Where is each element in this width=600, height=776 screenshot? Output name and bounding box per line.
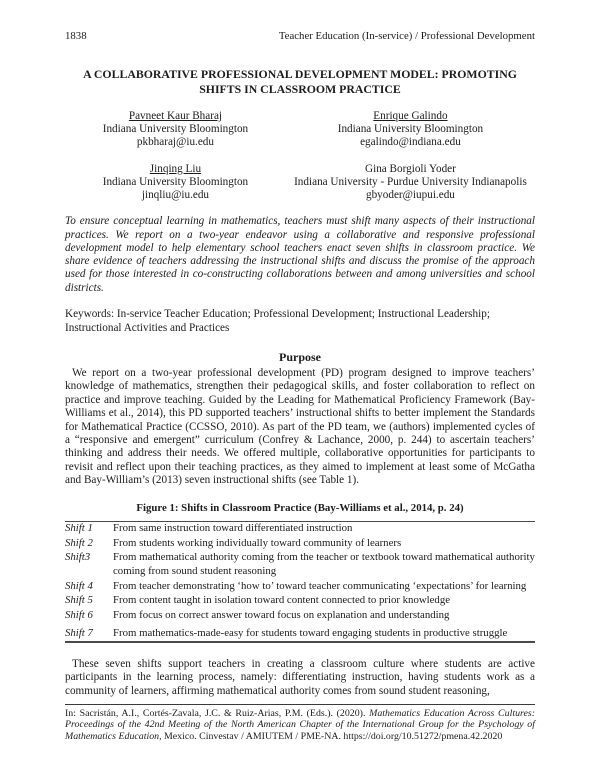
abstract-paragraph: To ensure conceptual learning in mathematics, teachers must shift many aspects of their instructional practices. We report on a two-year endeavor using a collaborative and responsive professional development model to help elementary school teachers enact seven shifts in classroom practice. We share evidence of teachers addressing the instructional shifts and discuss the promise of the approach used for those interested in co-constructing collaborations between and among universities and school districts. — [65, 215, 535, 294]
table-row — [65, 623, 535, 642]
closing-paragraph: These seven shifts support teachers in creating a classroom culture where students are active participants in the learning process, namely: differentiating instruction, having students work as a community of learners, affirming mathematical authority comes from sound student reasoning, — [65, 657, 535, 697]
citation-proceedings-title: Mathematics Education Across Cultures: Proceedings of the 42nd Meeting of the North American Chapter of the International Group for the Psychology of Mathematics Education — [65, 708, 535, 742]
table-row — [65, 594, 535, 609]
author-name: Gina Borgioli Yoder — [365, 162, 456, 175]
author-email: gbyoder@iupui.edu — [365, 189, 455, 202]
author-affiliation: Indiana University - Purdue University Indianapolis — [294, 175, 527, 188]
shift-label: Shift3 — [65, 551, 91, 564]
paper-title-line1: A COLLABORATIVE PROFESSIONAL DEVELOPMENT MODEL: PROMOTING — [83, 67, 517, 81]
shift-description: From teacher demonstrating ‘how to’ toward teacher communicating ‘expectations’ for learning — [113, 579, 527, 592]
shift-description: From content taught in isolation toward content connected to prior knowledge — [113, 594, 451, 607]
shift-label: Shift 4 — [65, 579, 93, 592]
author-name: Jinqing Liu — [149, 162, 202, 175]
author-name: Enrique Galindo — [373, 110, 448, 122]
author-affiliation: Indiana University Bloomington — [337, 123, 484, 136]
shift-description: From mathematical authority coming from the teacher or textbook toward mathematical authority coming from sound student reasoning — [113, 551, 535, 577]
shift-description: From students working individually toward community of learners — [113, 536, 402, 549]
page-header — [65, 30, 535, 43]
author-block — [65, 110, 286, 150]
table-row — [65, 579, 535, 594]
table-row — [65, 551, 535, 579]
paper-title — [65, 67, 535, 97]
shift-label: Shift 5 — [65, 594, 93, 607]
authors-grid — [65, 110, 535, 202]
keywords-line: Keywords: In-service Teacher Education; Professional Development; Instructional Leadership; Instructional Activities and Practices — [65, 308, 490, 334]
shift-label: Shift 1 — [65, 522, 93, 535]
paper-title-line2: SHIFTS IN CLASSROOM PRACTICE — [199, 82, 401, 96]
shift-description: From focus on correct answer toward focus on explanation and understanding — [113, 608, 450, 621]
shift-label: Shift 6 — [65, 608, 93, 621]
purpose-paragraph: We report on a two-year professional development (PD) program designed to improve teachers’ knowledge of mathematics, strengthen their pedagogical skills, and foster collaboration to reflect on practice and improve teaching. Guided by the Leading for Mathematical Proficiency Framework (Bay-Williams et al., 2014), this PD supported teachers’ instructional shifts to better implement the Standards for Mathematical Practice (CCSSO, 2010). As part of the PD team, we (authors) implemented cycles of a “responsive and emergent” curriculum (Confrey & Lachance, 2000, p. 244) to ascertain teachers’ thinking and address their needs. We offered multiple, collaborative opportunities for participants to revisit and reflect upon their teaching practices, as they aimed to implement at least some of McGatha and Bay-William’s (2013) seven instructional shifts (see Table 1). — [65, 367, 535, 487]
author-block — [286, 110, 535, 150]
shift-description: From same instruction toward differentiated instruction — [113, 522, 353, 535]
citation-footer — [65, 704, 535, 742]
author-affiliation: Indiana University Bloomington — [102, 175, 249, 188]
author-block — [286, 163, 535, 203]
author-email: egalindo@indiana.edu — [360, 136, 461, 149]
citation-prefix: In: Sacristán, A.I., Cortés-Zavala, J.C. & Ruiz-Arias, P.M. (Eds.). (2020). — [65, 708, 370, 719]
page-number: 1838 — [65, 30, 87, 42]
table-row — [65, 521, 535, 536]
running-head: Teacher Education (In-service) / Professional Development — [278, 30, 535, 42]
shift-description: From mathematics-made-easy for students toward engaging students in productive struggle — [113, 626, 508, 639]
table-row — [65, 536, 535, 551]
author-affiliation: Indiana University Bloomington — [102, 123, 249, 136]
author-name: Pavneet Kaur Bharaj — [128, 110, 223, 122]
citation-suffix: , Mexico. Cinvestav / AMIUTEM / PME-NA. https://doi.org/10.51272/pmena.42.2020 — [159, 730, 503, 742]
table-row — [65, 608, 535, 623]
author-block — [65, 163, 286, 203]
shifts-table — [65, 521, 535, 643]
figure-caption: Figure 1: Shifts in Classroom Practice (Bay-Williams et al., 2014, p. 24) — [136, 501, 464, 514]
author-email: jinqliu@iu.edu — [141, 189, 210, 202]
shift-label: Shift 7 — [65, 626, 93, 639]
shift-label: Shift 2 — [65, 536, 93, 549]
author-email: pkbharaj@iu.edu — [136, 136, 214, 149]
section-heading-purpose: Purpose — [279, 350, 321, 364]
